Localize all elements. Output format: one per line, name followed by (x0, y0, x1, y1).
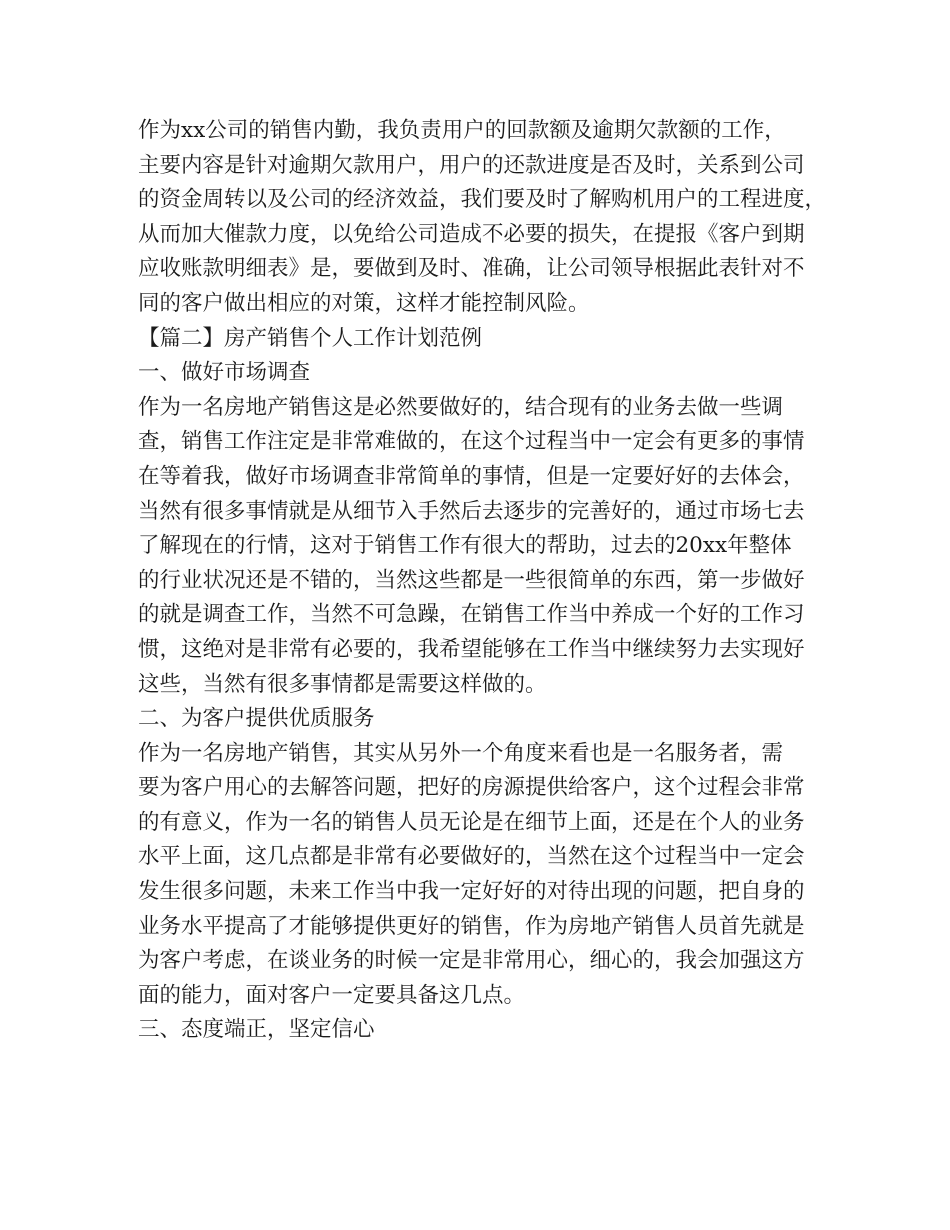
heading-market-research: 一、做好市场调查 (138, 360, 311, 386)
paragraph-intro (138, 114, 828, 322)
text-line: 为客户考虑，在谈业务的时候一定是非常用心，细心的，我会加强这方 (138, 948, 805, 974)
text-line: 了解现在的行情，这对于销售工作有很大的帮助，过去的20xx年整体 (138, 533, 792, 559)
text-line: 的有意义，作为一名的销售人员无论是在细节上面，还是在个人的业务 (138, 809, 805, 835)
text-line: 业务水平提高了才能够提供更好的销售，作为房地产销售人员首先就是 (138, 913, 805, 939)
text-line: 的资金周转以及公司的经济效益，我们要及时了解购机用户的工程进度， (138, 187, 827, 213)
text-line: 要为客户用心的去解答问题，把好的房源提供给客户，这个过程会非常 (138, 775, 805, 801)
document-body (138, 114, 828, 1048)
heading-customer-service: 二、为客户提供优质服务 (138, 706, 375, 732)
text-line: 面的能力，面对客户一定要具备这几点。 (138, 982, 526, 1008)
text-line: 应收账款明细表》是，要做到及时、准确，让公司领导根据此表针对不 (138, 256, 805, 282)
text-line: 水平上面，这几点都是非常有必要做好的，当然在这个过程当中一定会 (138, 844, 805, 870)
paragraph-customer-service (138, 737, 828, 1014)
text-line: 这些，当然有很多事情都是需要这样做的。 (138, 671, 547, 697)
text-line: 主要内容是针对逾期欠款用户，用户的还款进度是否及时，关系到公司 (138, 152, 805, 178)
text-line: 查，销售工作注定是非常难做的，在这个过程当中一定会有更多的事情 (138, 429, 805, 455)
text-line: 的就是调查工作，当然不可急躁，在销售工作当中养成一个好的工作习 (138, 602, 805, 628)
text-line: 同的客户做出相应的对策，这样才能控制风险。 (138, 290, 590, 316)
text-line: 惯，这绝对是非常有必要的，我希望能够在工作当中继续努力去实现好 (138, 636, 805, 662)
text-line: 作为一名房地产销售这是必然要做好的，结合现有的业务去做一些调 (138, 394, 784, 420)
text-line: 当然有很多事情就是从细节入手然后去逐步的完善好的，通过市场七去 (138, 498, 805, 524)
text-line: 作为一名房地产销售，其实从另外一个角度来看也是一名服务者，需 (138, 740, 784, 766)
text-line: 作为xx公司的销售内勤，我负责用户的回款额及逾期欠款额的工作， (138, 118, 786, 143)
heading-attitude: 三、态度端正，坚定信心 (138, 1017, 375, 1043)
text-line: 的行业状况还是不错的，当然这些都是一些很简单的东西，第一步做好 (138, 567, 805, 593)
section-title: 【篇二】房产销售个人工作计划范例 (138, 325, 483, 351)
text-line: 在等着我，做好市场调查非常简单的事情，但是一定要好好的去体会， (138, 463, 805, 489)
paragraph-market-research (138, 391, 828, 702)
text-line: 从而加大催款力度，以免给公司造成不必要的损失，在提报《客户到期 (138, 221, 805, 247)
text-line: 发生很多问题，未来工作当中我一定好好的对待出现的问题，把自身的 (138, 879, 805, 905)
